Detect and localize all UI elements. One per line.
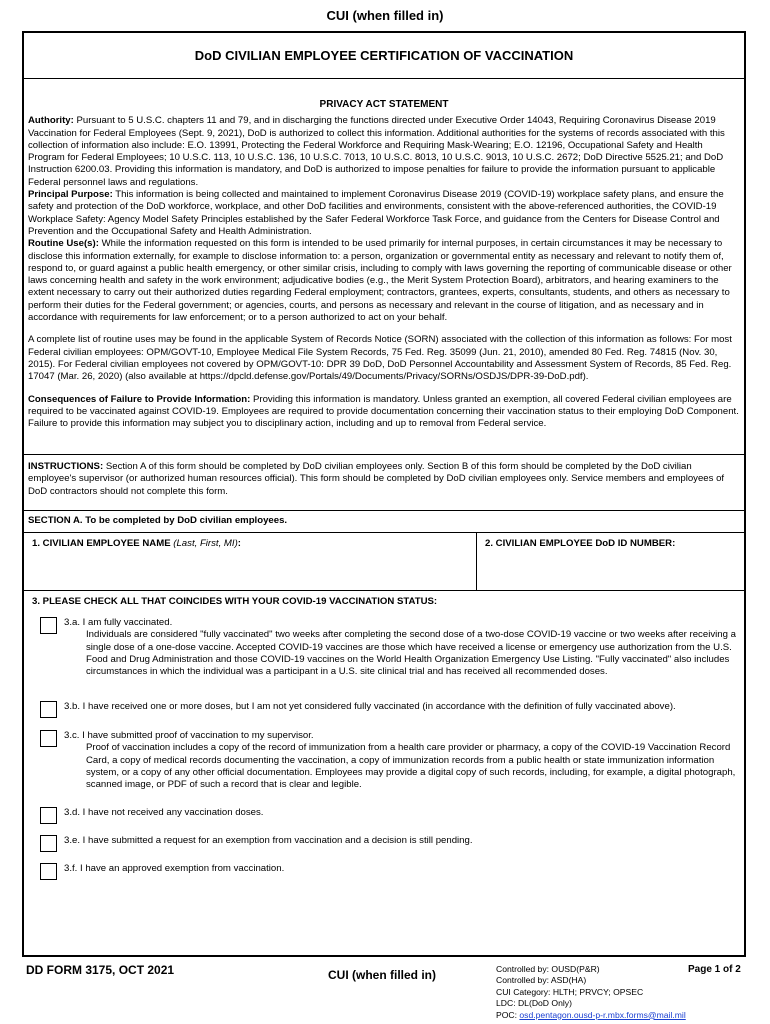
option-3f	[40, 863, 740, 875]
ldc: LDC: DL(DoD Only)	[496, 998, 572, 1009]
option-3e	[40, 835, 740, 847]
cui-header: CUI (when filled in)	[326, 8, 444, 23]
form-number: DD FORM 3175, OCT 2021	[26, 963, 175, 977]
checkbox-3c[interactable]	[40, 730, 57, 747]
control-block	[496, 964, 686, 1021]
employee-name-label: 1. CIVILIAN EMPLOYEE NAME	[32, 538, 171, 549]
cui-category: CUI Category: HLTH; PRVCY; OPSEC	[496, 986, 644, 997]
option-3e-label: 3.e. I have submitted a request for an exemption from vaccination and a decision is still pending.	[64, 835, 473, 846]
routine-label: Routine Use(s):	[28, 238, 99, 250]
privacy-act-statement	[24, 79, 744, 430]
cui-footer: CUI (when filled in)	[328, 968, 436, 982]
employee-name-hint: (Last, First, MI)	[173, 538, 238, 549]
authority-paragraph	[28, 115, 740, 189]
sorn-paragraph: A complete list of routine uses may be found in the applicable System of Records Notice (SORN) associated with the collection of this information as follows: For most Federal civilian employees: OPM/GOVT-10, Employee Medical File System Records, 75 Fed. Reg. 35099 (Jun. 21, 2010), amended 80 Fed. Reg. 74815 (Nov. 30, 2015). For Federal civilian employees not covered by OPM/GOVT-10: DPR 39 DoD, DoD Personnel Accountability and Assessment System of Records, 85 Fed. Reg. 17047 (Mar. 26, 2020) (also available at https://dpcld.defense.gov/Portals/49/Documents/Privacy/SORNs/OSDJS/DPR-39-DoD.pdf).	[28, 334, 732, 383]
option-3d	[40, 807, 740, 819]
checkbox-3b[interactable]	[40, 701, 57, 718]
purpose-text: This information is being collected and maintained to implement Coronavirus Disease 2019 (COVID-19) workplace safety plans, and ensure the safety and protection of the DoD workforce, workplace, and other DoD facilities and environments, consistent with the above-referenced authorities, the COVID-19 Workplace Safety: Agency Model Safety Principles established by the Safer Federal Workforce Task Force, and guidance from the Centers for Disease Control and Prevention and the Occupational Safety and Health Administration.	[28, 189, 724, 237]
employee-dod-id-label: 2. CIVILIAN EMPLOYEE DoD ID NUMBER:	[485, 538, 676, 549]
employee-name-field[interactable]	[24, 533, 477, 590]
instructions-text: Section A of this form should be completed by DoD civilian employees only. Section B of this form should be completed by the DoD civilian employee's supervisor (or authorized human resources official). This form should be completed by DoD civilian employees only. Service members and employees of DoD contractors should not complete this form.	[28, 461, 725, 497]
instructions-label: INSTRUCTIONS:	[28, 461, 104, 472]
checkbox-3a[interactable]	[40, 617, 57, 634]
option-3a-detail: Individuals are considered "fully vaccinated" two weeks after completing the second dose of a two-dose COVID-19 vaccine or two weeks after receiving a single dose of a one-dose vaccine. Accepted COVID-19 vaccines are those which have received a license or emergency use authorization from the U.S. Food and Drug Administration and those COVID-19 vaccines on the World Health Organization Emergency Use Listing. "Fully vaccinated" also includes circumstances in which the individual was a participant in a U.S. site clinical trial and has received all recommended doses.	[86, 629, 736, 678]
routine-text: While the information requested on this form is intended to be used primarily for internal purposes, in certain circumstances it may be necessary to disclose this information externally, for example to disclose information to: a person, organization or governmental entity as necessary and relevant to notify them of, respond to, or guard against a public health emergency, or other similar crisis, including to comply with laws governing the reporting of communicable disease or other laws concerning health and safety in the work environment; adjudicative bodies (e.g., the Merit System Protection Board), arbitrators, and hearing examiners to the extent necessary to carry out their authorized duties regarding Federal employment; contractors, grantees, experts, consultants, students, and others as necessary to perform their duties for the Federal government; or agencies, courts, and persons as necessary and relevant in the course of litigation, and as necessary and in accordance with requirements for law enforcement; or to a person authorized to act on your behalf.	[28, 238, 732, 324]
controlled-by-2: Controlled by: ASD(HA)	[496, 975, 587, 986]
controlled-by-1: Controlled by: OUSD(P&R)	[496, 964, 600, 974]
poc-label: POC:	[496, 1009, 518, 1020]
employee-dod-id-field[interactable]	[477, 533, 744, 590]
authority-text: Pursuant to 5 U.S.C. chapters 11 and 79, and in discharging the functions directed under Executive Order 14043, Requiring Coronavirus Disease 2019 Vaccination for Federal Employees (Sept. 9, 2021), DoD is authorized to collect this information. Additional authorities for the systems of records associated with this collection of information also include: E.O. 13991, Protecting the Federal Workforce and Requiring Mask-Wearing; E.O. 12196, Occupational Safety and Health Program for Federal Employees; 10 U.S.C. 113, 10 U.S.C. 136, 10 U.S.C. 7013, 10 U.S.C. 8013, 10 U.S.C. 9013, 10 U.S.C. 2672; DoD Directive 5525.21; and DoD Instruction 6200.03. Providing this information is mandatory, and DoD is authorized to impose penalties for failure to provide the information pursuant to applicable Federal personnel laws and regulations.	[28, 115, 725, 188]
instructions	[24, 454, 744, 510]
vaccination-status-question: 3. PLEASE CHECK ALL THAT COINCIDES WITH YOUR COVID-19 VACCINATION STATUS:	[32, 596, 438, 607]
option-3b-label: 3.b. I have received one or more doses, but I am not yet considered fully vaccinated (in accordance with the definition of fully vaccinated above).	[64, 701, 676, 712]
purpose-paragraph	[28, 189, 740, 238]
section-a-header: SECTION A. To be completed by DoD civilian employees.	[24, 510, 744, 532]
option-3f-label: 3.f. I have an approved exemption from vaccination.	[64, 863, 285, 874]
employee-name-colon: :	[237, 538, 241, 549]
option-3a	[40, 617, 740, 678]
consequences-label: Consequences of Failure to Provide Information:	[28, 393, 251, 405]
consequences-paragraph	[28, 394, 740, 431]
page-number: Page 1 of 2	[688, 964, 741, 975]
form-title: DoD CIVILIAN EMPLOYEE CERTIFICATION OF VACCINATION	[24, 33, 744, 79]
consequences-text: Providing this information is mandatory. Unless granted an exemption, all covered Federal civilian employees are required to be vaccinated against COVID-19. Employees are required to provide documentation concerning their vaccination status to their employing DoD Component. Failure to provide this information may subject you to disciplinary action, including and up to removal from Federal service.	[28, 393, 739, 430]
routine-paragraph	[28, 238, 740, 324]
purpose-label: Principal Purpose:	[28, 189, 113, 201]
authority-label: Authority:	[28, 115, 74, 127]
option-3c-label: 3.c. I have submitted proof of vaccination to my supervisor.	[64, 730, 314, 741]
checkbox-3f[interactable]	[40, 863, 57, 880]
poc-email-link[interactable]: osd.pentagon.ousd-p-r.mbx.forms@mail.mil	[519, 1009, 686, 1020]
form-frame	[22, 31, 746, 957]
checkbox-3e[interactable]	[40, 835, 57, 852]
checkbox-3d[interactable]	[40, 807, 57, 824]
option-3a-label: 3.a. I am fully vaccinated.	[64, 617, 173, 628]
option-3c-detail: Proof of vaccination includes a copy of the record of immunization from a health care provider or pharmacy, a copy of the COVID-19 Vaccination Record Card, a copy of medical records documenting the vaccination, a copy of immunization records from a public health or state immunization information system, or a copy of any other official documentation. Employees may provide a digital copy of such records, including, for example, a digital photograph, scanned image, or PDF of such a record that is clear and legible.	[86, 742, 736, 791]
employee-fields-row	[24, 532, 744, 591]
option-3b	[40, 701, 740, 713]
option-3d-label: 3.d. I have not received any vaccination doses.	[64, 807, 264, 818]
option-3c	[40, 730, 740, 791]
poc-line	[496, 1010, 686, 1021]
privacy-title: PRIVACY ACT STATEMENT	[319, 99, 449, 110]
